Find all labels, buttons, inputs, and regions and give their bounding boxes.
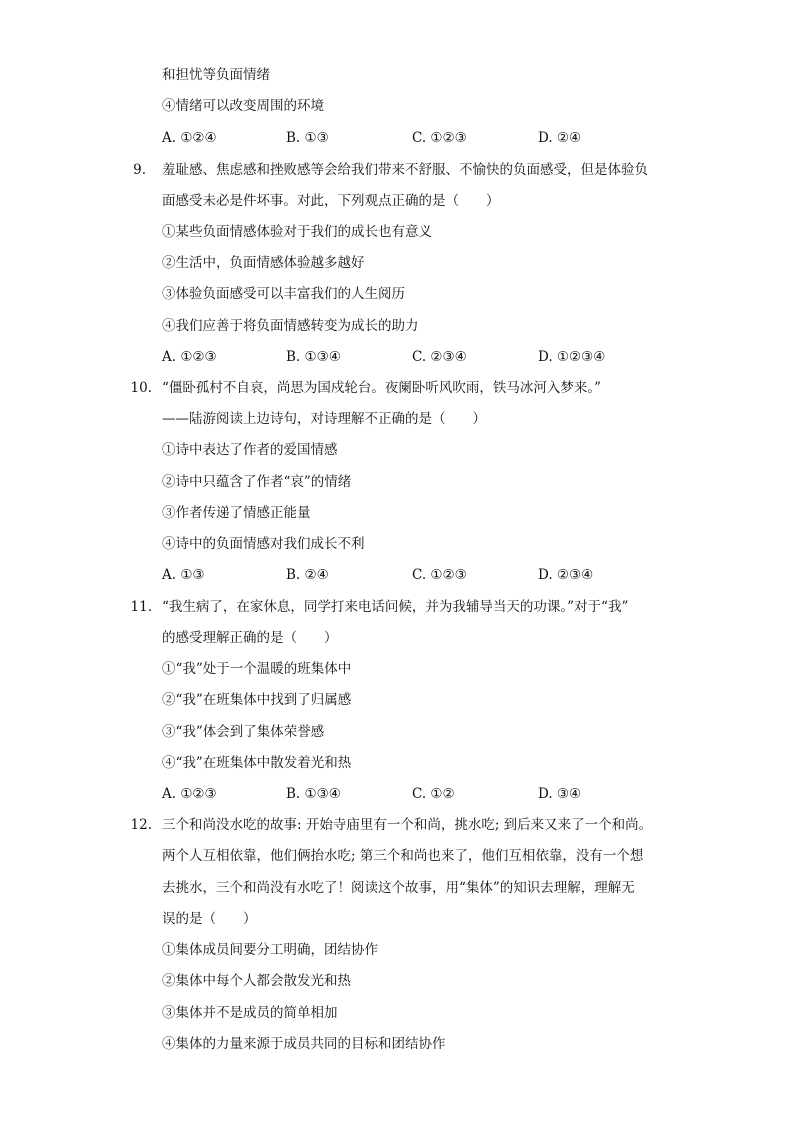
q8-option-c[interactable]: C. ①②③ — [412, 130, 467, 146]
q10-option-a[interactable]: A. ①③ — [162, 567, 205, 583]
q9-option-c[interactable]: C. ②③④ — [412, 349, 467, 365]
q9-option-d[interactable]: D. ①②③④ — [538, 349, 606, 365]
q11-option-c[interactable]: C. ①② — [412, 786, 455, 802]
q11-number: 11. — [130, 599, 152, 615]
q10-item-4: ④诗中的负面情感对我们成长不利 — [162, 536, 365, 552]
q9-item-1: ①某些负面情感体验对于我们的成长也有意义 — [162, 224, 432, 240]
q9-stem-line-2: 面感受未必是件坏事。对此，下列观点正确的是（ ） — [162, 193, 500, 209]
q11-item-1: ①“我”处于一个温暖的班集体中 — [162, 661, 352, 677]
q9-stem-line-1: 羞耻感、焦虑感和挫败感等会给我们带来不舒服、不愉快的负面感受，但是体验负 — [162, 162, 648, 178]
q12-stem-line-3: 去挑水，三个和尚没有水吃了！阅读这个故事，用“集体”的知识去理解，理解无 — [162, 880, 635, 896]
q12-number: 12. — [130, 817, 152, 833]
q10-option-c[interactable]: C. ①②③ — [412, 567, 467, 583]
q12-item-3: ③集体并不是成员的简单相加 — [162, 1005, 338, 1021]
q9-number: 9. — [133, 162, 146, 178]
q10-item-2: ②诗中只蕴含了作者“哀”的情绪 — [162, 474, 352, 490]
q8-stem-continuation: 和担忧等负面情绪 — [162, 67, 270, 83]
q10-stem-line-2: ——陆游阅读上边诗句，对诗理解不正确的是（ ） — [162, 411, 486, 427]
q9-item-2: ②生活中，负面情感体验越多越好 — [162, 255, 365, 271]
q11-item-2: ②“我”在班集体中找到了归属感 — [162, 692, 352, 708]
q12-stem-line-4: 误的是（ ） — [162, 911, 257, 927]
q11-item-4: ④“我”在班集体中散发着光和热 — [162, 755, 352, 771]
q9-item-4: ④我们应善于将负面情感转变为成长的助力 — [162, 318, 419, 334]
q8-option-a[interactable]: A. ①②④ — [162, 130, 217, 146]
q9-option-a[interactable]: A. ①②③ — [162, 349, 217, 365]
q8-item-4: ④情绪可以改变周围的环境 — [162, 98, 324, 114]
q11-option-a[interactable]: A. ①②③ — [162, 786, 217, 802]
q12-item-1: ①集体成员间要分工明确，团结协作 — [162, 942, 378, 958]
q8-option-d[interactable]: D. ②④ — [538, 130, 582, 146]
q10-option-b[interactable]: B. ②④ — [286, 567, 329, 583]
q9-item-3: ③体验负面感受可以丰富我们的人生阅历 — [162, 286, 405, 302]
q11-item-3: ③“我”体会到了集体荣誉感 — [162, 724, 325, 740]
q12-stem-line-2: 两个人互相依靠，他们俩抬水吃; 第三个和尚也来了，他们互相依靠，没有一个想 — [162, 848, 644, 864]
q10-item-3: ③作者传递了情感正能量 — [162, 505, 311, 521]
q11-stem-line-2: 的感受理解正确的是（ ） — [162, 630, 338, 646]
q11-option-b[interactable]: B. ①③④ — [286, 786, 341, 802]
q10-stem-line-1: “僵卧孤村不自哀，尚思为国戍轮台。夜阑卧听风吹雨，铁马冰河入梦来。” — [162, 380, 602, 396]
q10-number: 10. — [130, 380, 152, 396]
q10-option-d[interactable]: D. ②③④ — [538, 567, 594, 583]
q11-option-d[interactable]: D. ③④ — [538, 786, 582, 802]
q12-stem-line-1: 三个和尚没水吃的故事: 开始寺庙里有一个和尚，挑水吃; 到后来又来了一个和尚。 — [162, 817, 653, 833]
q12-item-2: ②集体中每个人都会散发光和热 — [162, 973, 351, 989]
q11-stem-line-1: “我生病了，在家休息，同学打来电话问候，并为我辅导当天的功课。”对于“我” — [162, 599, 629, 615]
q12-item-4: ④集体的力量来源于成员共同的目标和团结协作 — [162, 1036, 446, 1052]
q10-item-1: ①诗中表达了作者的爱国情感 — [162, 442, 338, 458]
q8-option-b[interactable]: B. ①③ — [286, 130, 329, 146]
q9-option-b[interactable]: B. ①③④ — [286, 349, 341, 365]
